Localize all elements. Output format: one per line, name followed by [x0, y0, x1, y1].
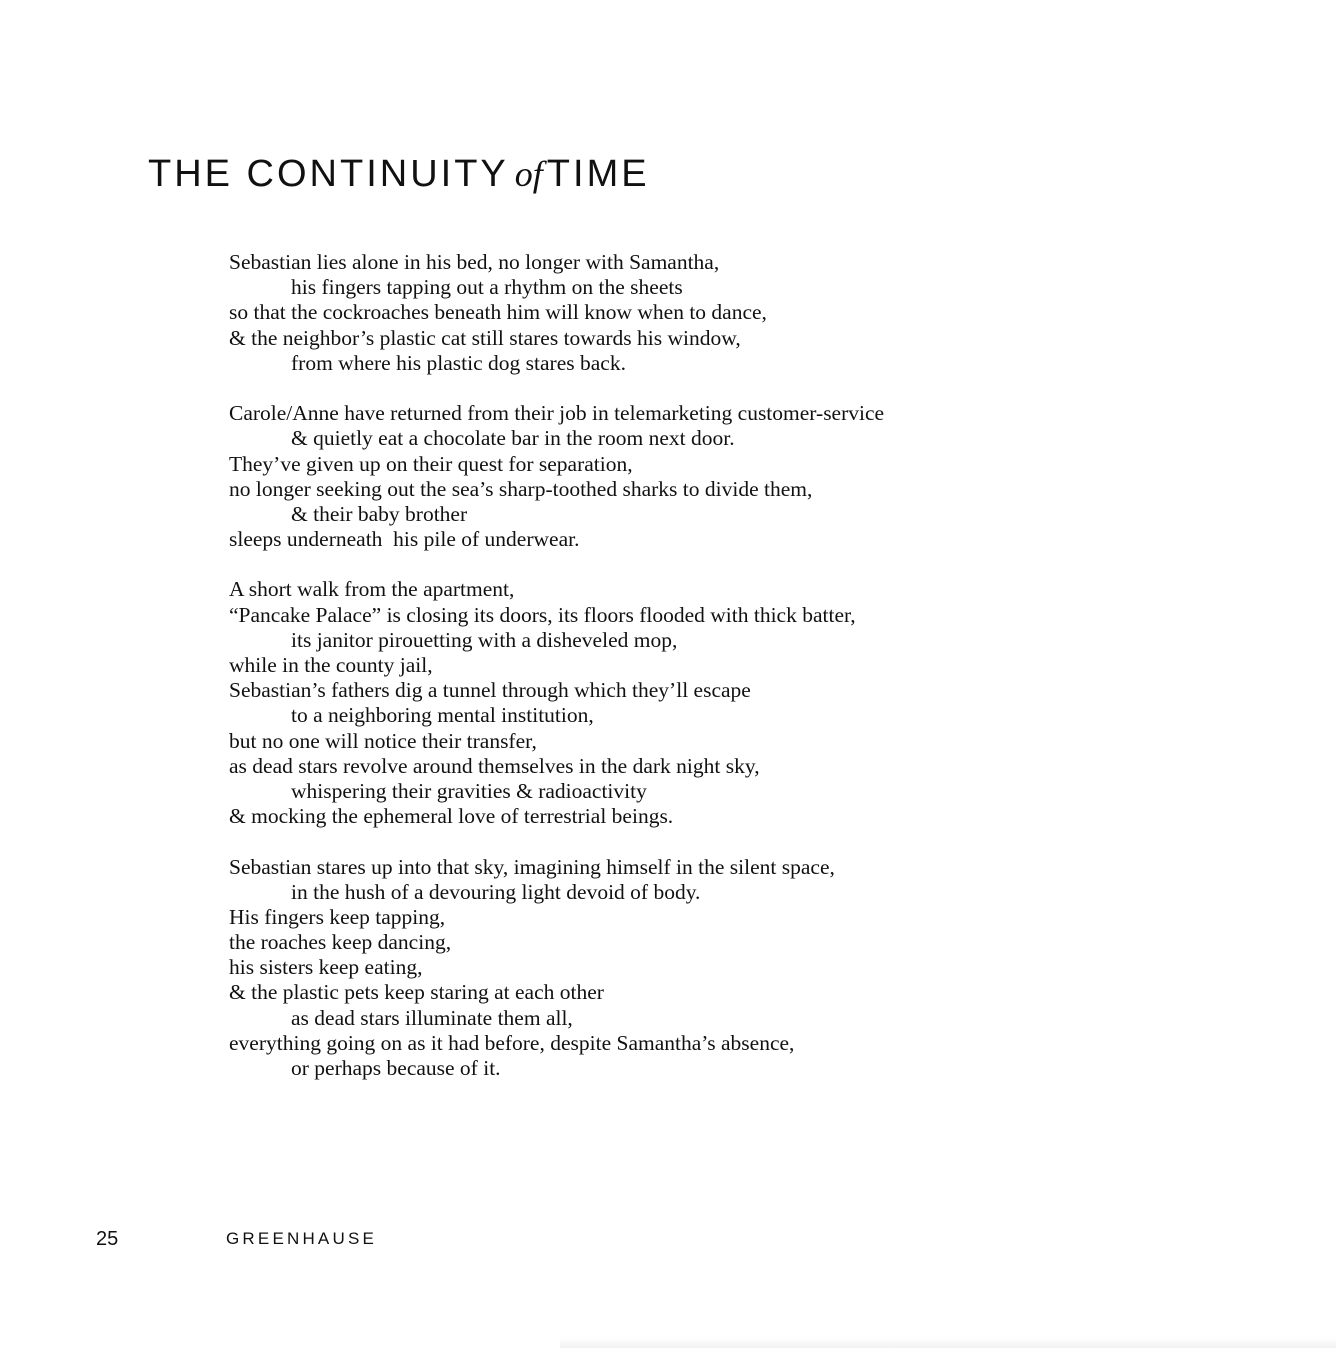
- poem-body: [229, 250, 884, 1081]
- stanza: [229, 577, 884, 829]
- title-part-2: TIME: [546, 153, 650, 195]
- poem-line: Sebastian stares up into that sky, imagining himself in the silent space,: [229, 854, 835, 879]
- poem-line: to a neighboring mental institution,: [291, 703, 594, 728]
- journal-name: GREENHAUSE: [226, 1229, 378, 1248]
- poem-line: from where his plastic dog stares back.: [291, 350, 626, 375]
- title-connector: of: [514, 154, 543, 194]
- poem-line: His fingers keep tapping,: [229, 904, 446, 929]
- poem-title: [148, 152, 650, 196]
- poem-line: whispering their gravities & radioactivity: [291, 778, 647, 803]
- poem-line: his sisters keep eating,: [229, 955, 423, 980]
- poem-line: or perhaps because of it.: [291, 1056, 501, 1080]
- poem-line: no longer seeking out the sea’s sharp-toothed sharks to divide them,: [229, 476, 813, 501]
- poem-line: Carole/Anne have returned from their job in telemarketing customer-service: [229, 401, 885, 426]
- poem-line: They’ve given up on their quest for separation,: [229, 451, 633, 476]
- poem-line: “Pancake Palace” is closing its doors, its floors flooded with thick batter,: [229, 602, 856, 627]
- poem-line: so that the cockroaches beneath him will know when to dance,: [229, 300, 767, 325]
- poem-line: sleeps underneath his pile of underwear.: [229, 527, 580, 552]
- poem-line: & quietly eat a chocolate bar in the room next door.: [291, 426, 735, 451]
- poem-line: but no one will notice their transfer,: [229, 728, 537, 753]
- poem-line: Sebastian’s fathers dig a tunnel through which they’ll escape: [229, 678, 751, 703]
- poem-line: & the neighbor’s plastic cat still stares towards his window,: [229, 325, 741, 350]
- poem-line: as dead stars illuminate them all,: [291, 1005, 573, 1030]
- poem-line: in the hush of a devouring light devoid of body.: [291, 879, 701, 904]
- poem-line: as dead stars revolve around themselves in the dark night sky,: [229, 753, 760, 778]
- title-part-1: THE CONTINUITY: [148, 153, 509, 195]
- poem-line: & the plastic pets keep staring at each other: [229, 980, 604, 1005]
- poem-line: A short walk from the apartment,: [229, 577, 515, 602]
- poem-line: Sebastian lies alone in his bed, no longer with Samantha,: [229, 250, 720, 274]
- stanza: [229, 250, 884, 376]
- stanza: [229, 855, 884, 1082]
- poem-line: his fingers tapping out a rhythm on the sheets: [291, 275, 683, 300]
- poem-line: its janitor pirouetting with a disheveled mop,: [291, 627, 678, 652]
- poem-line: while in the county jail,: [229, 653, 433, 677]
- poem-line: the roaches keep dancing,: [229, 930, 452, 955]
- poem-line: & mocking the ephemeral love of terrestrial beings.: [229, 804, 674, 829]
- stanza: [229, 401, 884, 552]
- poem-line: everything going on as it had before, despite Samantha’s absence,: [229, 1030, 795, 1055]
- page-number: 25: [96, 1228, 119, 1250]
- page-edge-shadow: [560, 1338, 1336, 1348]
- poem-line: & their baby brother: [291, 501, 468, 526]
